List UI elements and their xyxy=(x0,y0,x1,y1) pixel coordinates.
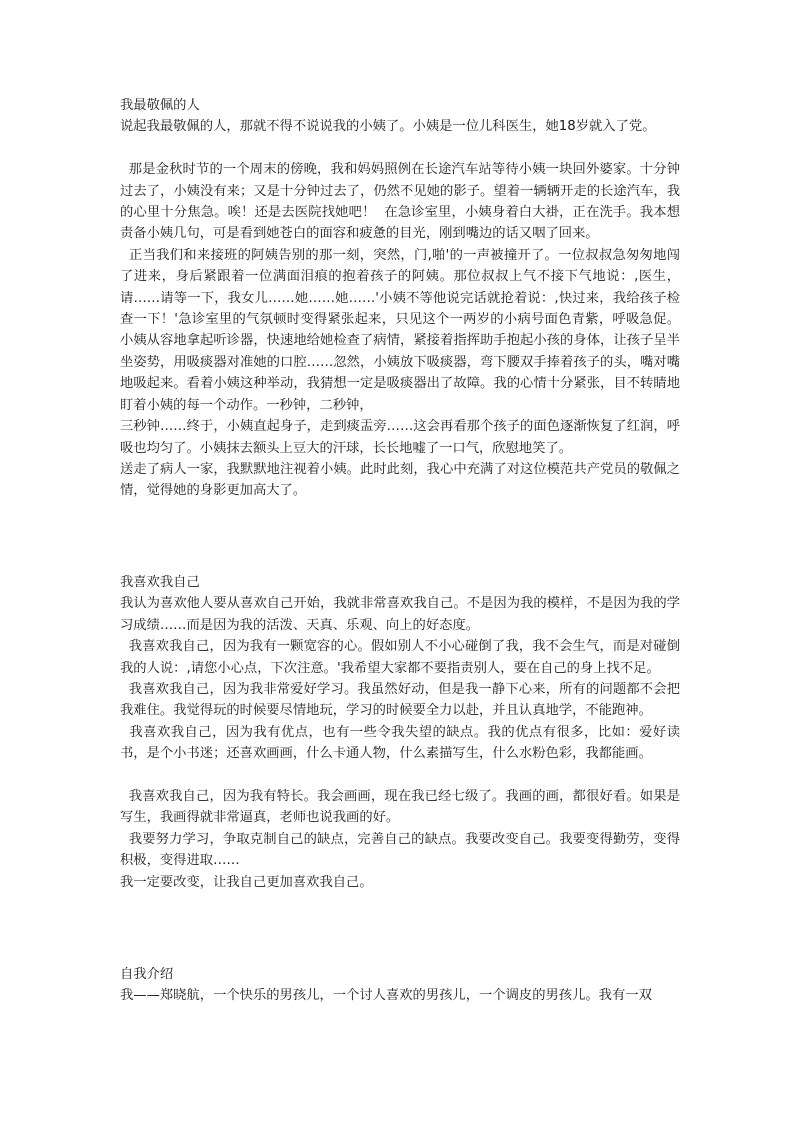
essay-paragraph: 我喜欢我自己，因为我有优点，也有一些令我失望的缺点。我的优点有很多，比如：爱好读书，是个小书迷；还喜欢画画，什么卡通人物，什么素描写生，什么水粉色彩，我都能画。 xyxy=(120,724,680,762)
essay-paragraph: 我——郑晓航，一个快乐的男孩儿，一个讨人喜欢的男孩儿，一个调皮的男孩儿。我有一双 xyxy=(120,988,652,1004)
essay-paragraph: 正当我们和来接班的阿姨告别的那一刻，突然，门,啪'的一声被撞开了。一位叔叔急匆匆地闯了进来，身后紧跟着一位满面泪痕的抱着孩子的阿姨。那位叔叔上气不接下气地说：,医生，请……请等一下，我女儿……她……她……'小姨不等他说完话就抢着说：,快过来，我给孩子检查一下！'急诊室里的气氛顿时变得紧张起来，只见这个一两岁的小病号面色青紫，呼吸急促。小姨从容地拿起听诊器，快速地给她检查了病情，紧接着指挥助手抱起小孩的身体，让孩子呈半坐姿势，用吸痰器对准她的口腔……忽然，小姨放下吸痰器，弯下腰双手捧着孩子的头，嘴对嘴地吸起来。看着小姨这种举动，我猜想一定是吸痰器出了故障。我的心情十分紧张，目不转睛地盯着小姨的每一个动作。一秒钟，二秒钟， xyxy=(120,247,680,413)
essay-paragraph: 我一定要改变，让我自己更加喜欢我自己。 xyxy=(120,874,373,890)
essay-admired-person xyxy=(120,95,680,502)
essay-paragraph: 我喜欢我自己，因为我有一颗宽容的心。假如别人不小心碰倒了我，我不会生气，而是对碰倒我的人说：,请您小心点，下次注意。'我希望大家都不要指责别人，要在自己的身上找不足。 xyxy=(120,639,680,676)
essay-title: 我喜欢我自己 xyxy=(120,575,200,590)
essay-paragraph: 我要努力学习，争取克制自己的缺点，完善自己的缺点。我要改变自己。我要变得勤劳，变得积极，变得进取…… xyxy=(120,831,680,869)
essay-paragraph: 我认为喜欢他人要从喜欢自己开始，我就非常喜欢我自己。不是因为我的模样，不是因为我的学习成绩……而是因为我的活泼、天真、乐观、向上的好态度。 xyxy=(120,596,680,633)
essay-like-myself xyxy=(120,572,680,893)
essay-paragraph: 三秒钟……终于，小姨直起身子，走到痰盂旁……这会再看那个孩子的面色逐渐恢复了红润，呼吸也均匀了。小姨抹去额头上豆大的汗球，长长地嘘了一口气，欣慰地笑了。 xyxy=(120,419,680,456)
essay-self-introduction xyxy=(120,964,680,1007)
essay-paragraph: 说起我最敬佩的人，那就不得不说说我的小姨了。小姨是一位儿科医生，她18岁就入了党。 xyxy=(120,119,656,135)
essay-paragraph xyxy=(120,138,680,159)
essay-paragraph: 送走了病人一家，我默默地注视着小姨。此时此刻，我心中充满了对这位模范共产党员的敬佩之情，觉得她的身影更加高大了。 xyxy=(120,461,680,499)
essay-paragraph: 我喜欢我自己，因为我有特长。我会画画，现在我已经七级了。我画的画，都很好看。如果是写生，我画得就非常逼真，老师也说我画的好。 xyxy=(120,789,680,826)
essay-paragraph xyxy=(120,765,680,786)
essay-title: 我最敬佩的人 xyxy=(120,98,200,113)
essay-paragraph: 我喜欢我自己，因为我非常爱好学习。我虽然好动，但是我一静下心来，所有的问题都不会把我难住。我觉得玩的时候要尽情地玩，学习的时候要全力以赴，并且认真地学，不能跑神。 xyxy=(120,682,680,719)
essay-title: 自我介绍 xyxy=(120,967,174,982)
essay-paragraph: 那是金秋时节的一个周末的傍晚，我和妈妈照例在长途汽车站等待小姨一块回外婆家。十分钟过去了，小姨没有来；又是十分钟过去了，仍然不见她的影子。望着一辆辆开走的长途汽车，我的心里十分焦急。唉！还是去医院找她吧！ 在急诊室里，小姨身着白大褂，正在洗手。我本想责备小姨几句，可是看到她苍白的面容和疲惫的目光，刚到嘴边的话又咽了回来。 xyxy=(120,162,680,242)
